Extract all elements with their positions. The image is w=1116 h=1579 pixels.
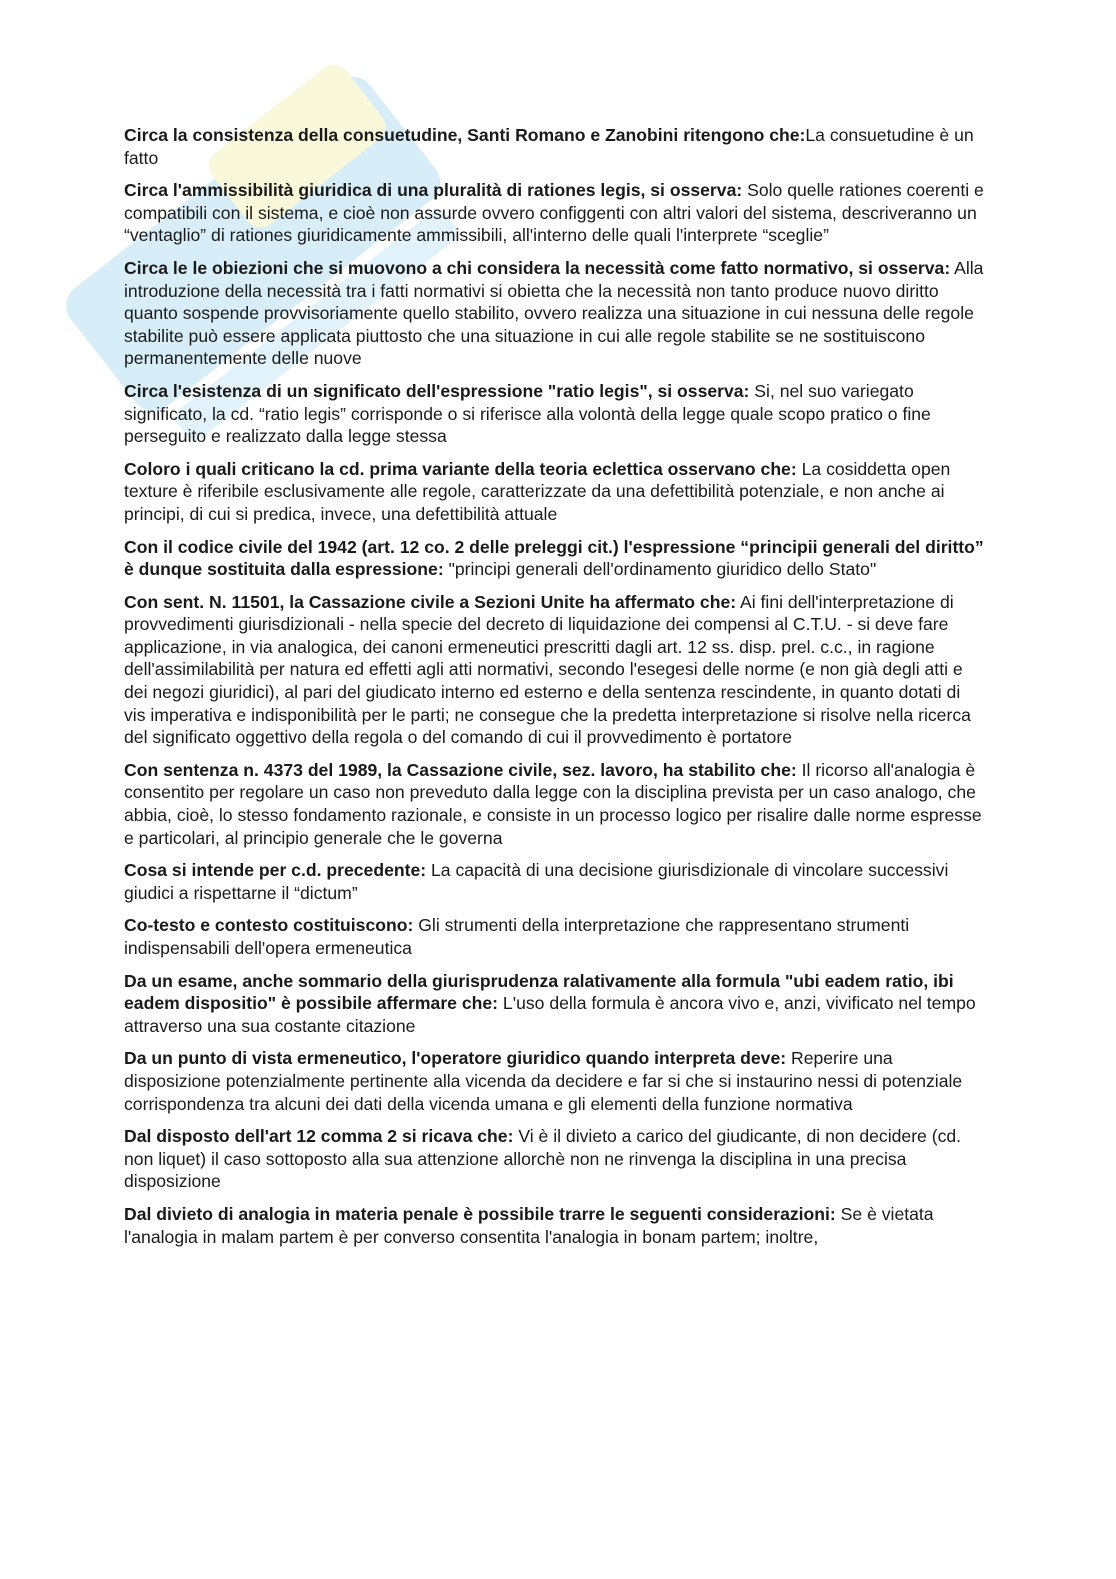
question-text: Circa le le obiezioni che si muovono a chi considera la necessità come fatto normativo, si osserva: — [124, 257, 951, 278]
answer-text: Solo quelle rationes coerenti e compatibili con il sistema, e cioè non assurde ovvero configgenti con altri valori del sistema, descriveranno un “ventaglio” di rationes giuridicamente ammissibili, all'interno delle quali l'interprete “sceglie” — [124, 180, 984, 246]
question-text: Circa la consistenza della consuetudine, Santi Romano e Zanobini ritengono che: — [124, 125, 806, 145]
qa-entry — [124, 1125, 986, 1193]
question-text: Con sent. N. 11501, la Cassazione civile a Sezioni Unite ha affermato che: — [124, 591, 737, 612]
answer-text: L'uso della formula è ancora vivo e, anzi, vivificato nel tempo attraverso una sua costante citazione — [124, 993, 976, 1036]
question-text: Coloro i quali criticano la cd. prima variante della teoria eclettica osservano che: — [124, 458, 797, 479]
qa-entry — [124, 591, 986, 749]
question-text: Circa l'ammissibilità giuridica di una pluralità di rationes legis, si osserva: — [124, 180, 743, 201]
answer-text: Il ricorso all'analogia è consentito per regolare un caso non preveduto dalla legge con la disciplina prevista per un caso analogo, che abbia, cioè, lo stesso fondamento razionale, e consiste in un processo logico per risalire dalle norme espresse e particolari, al principio generale che le governa — [124, 759, 982, 848]
qa-entry — [124, 536, 986, 581]
question-text: Da un punto di vista ermeneutico, l'operatore giuridico quando interpreta deve: — [124, 1048, 787, 1069]
answer-text: La consuetudine è un fatto — [124, 125, 974, 168]
qa-entry — [124, 759, 986, 849]
qa-entry — [124, 458, 986, 526]
qa-entry — [124, 970, 986, 1038]
answer-text: Alla introduzione della necessità tra i fatti normativi si obietta che la necessità non tanto produce nuovo diritto quanto sospende provvisoriamente quello stabilito, ovvero realizza una situazione in cui nessuna delle regole stabilite può essere applicata piuttosto che una situazione in cui alle regole stabilite se ne sostituiscono permanentemente delle nuove — [124, 257, 984, 369]
qa-entry — [124, 257, 986, 370]
qa-entry — [124, 124, 986, 169]
answer-text: Ai fini dell'interpretazione di provvedimenti giurisdizionali - nella specie del decreto di liquidazione dei compensi al C.T.U. - si deve fare applicazione, in via analogica, dei canoni ermeneutici prescritti dagli art. 12 ss. disp. prel. c.c., in ragione dell'assimilabilità per natura ed effetti agli atti normativi, secondo l'esegesi delle norme (e non già degli atti e dei negozi giuridici), al pari del giudicato interno ed esterno e della sentenza rescindente, in quanto dotati di vis imperativa e indisponibilità per le parti; ne consegue che la predetta interpretazione si risolve nella ricerca del significato oggettivo della regola o del comando di cui il provvedimento è portatore — [124, 591, 971, 748]
qa-entry — [124, 914, 986, 959]
qa-entry — [124, 380, 986, 448]
question-text: Con il codice civile del 1942 (art. 12 co. 2 delle preleggi cit.) l'espressione “principii generali del diritto” è dunque sostituita dalla espressione: — [124, 536, 984, 580]
answer-text: Reperire una disposizione potenzialmente pertinente alla vicenda da decidere e far si che si instaurino nessi di potenziale corrispondenza tra alcuni dei dati della vicenda umana e gli elementi della funzione normativa — [124, 1048, 963, 1114]
question-text: Co-testo e contesto costituiscono: — [124, 915, 414, 936]
qa-entry — [124, 179, 986, 247]
answer-text: La capacità di una decisione giurisdizionale di vincolare successivi giudici a rispettarne il “dictum” — [124, 860, 949, 903]
question-text: Da un esame, anche sommario della giurisprudenza ralativamente alla formula "ubi eadem ratio, ibi eadem dispositio" è possibile affermare che: — [124, 970, 954, 1014]
answer-text: Si, nel suo variegato significato, la cd. “ratio legis” corrisponde o si riferisce alla volontà della legge quale scopo pratico o fine perseguito e realizzato dalla legge stessa — [124, 380, 931, 447]
document-body — [124, 124, 986, 1258]
answer-text: Gli strumenti della interpretazione che rappresentano strumenti indispensabili dell'opera ermeneutica — [124, 915, 910, 958]
question-text: Dal divieto di analogia in materia penale è possibile trarre le seguenti considerazioni: — [124, 1203, 836, 1224]
answer-text: "principi generali dell'ordinamento giuridico dello Stato" — [443, 559, 877, 580]
answer-text: La cosiddetta open texture è riferibile esclusivamente alle regole, caratterizzate da una defettibilità potenziale, e non anche ai principi, di cui si predica, invece, una defettibilità attuale — [124, 458, 951, 524]
qa-entry — [124, 1047, 986, 1115]
qa-entry — [124, 859, 986, 904]
question-text: Cosa si intende per c.d. precedente: — [124, 860, 427, 881]
answer-text: Vi è il divieto a carico del giudicante, di non decidere (cd. non liquet) il caso sottoposto alla sua attenzione allorchè non ne rinvenga la disciplina in una precisa disposizione — [124, 1126, 962, 1192]
answer-text: Se è vietata l'analogia in malam partem è per converso consentita l'analogia in bonam partem; inoltre, — [124, 1203, 934, 1247]
question-text: Circa l'esistenza di un significato dell'espressione "ratio legis", si osserva: — [124, 380, 750, 401]
qa-entry — [124, 1203, 986, 1248]
question-text: Dal disposto dell'art 12 comma 2 si ricava che: — [124, 1126, 514, 1147]
question-text: Con sentenza n. 4373 del 1989, la Cassazione civile, sez. lavoro, ha stabilito che: — [124, 759, 797, 780]
